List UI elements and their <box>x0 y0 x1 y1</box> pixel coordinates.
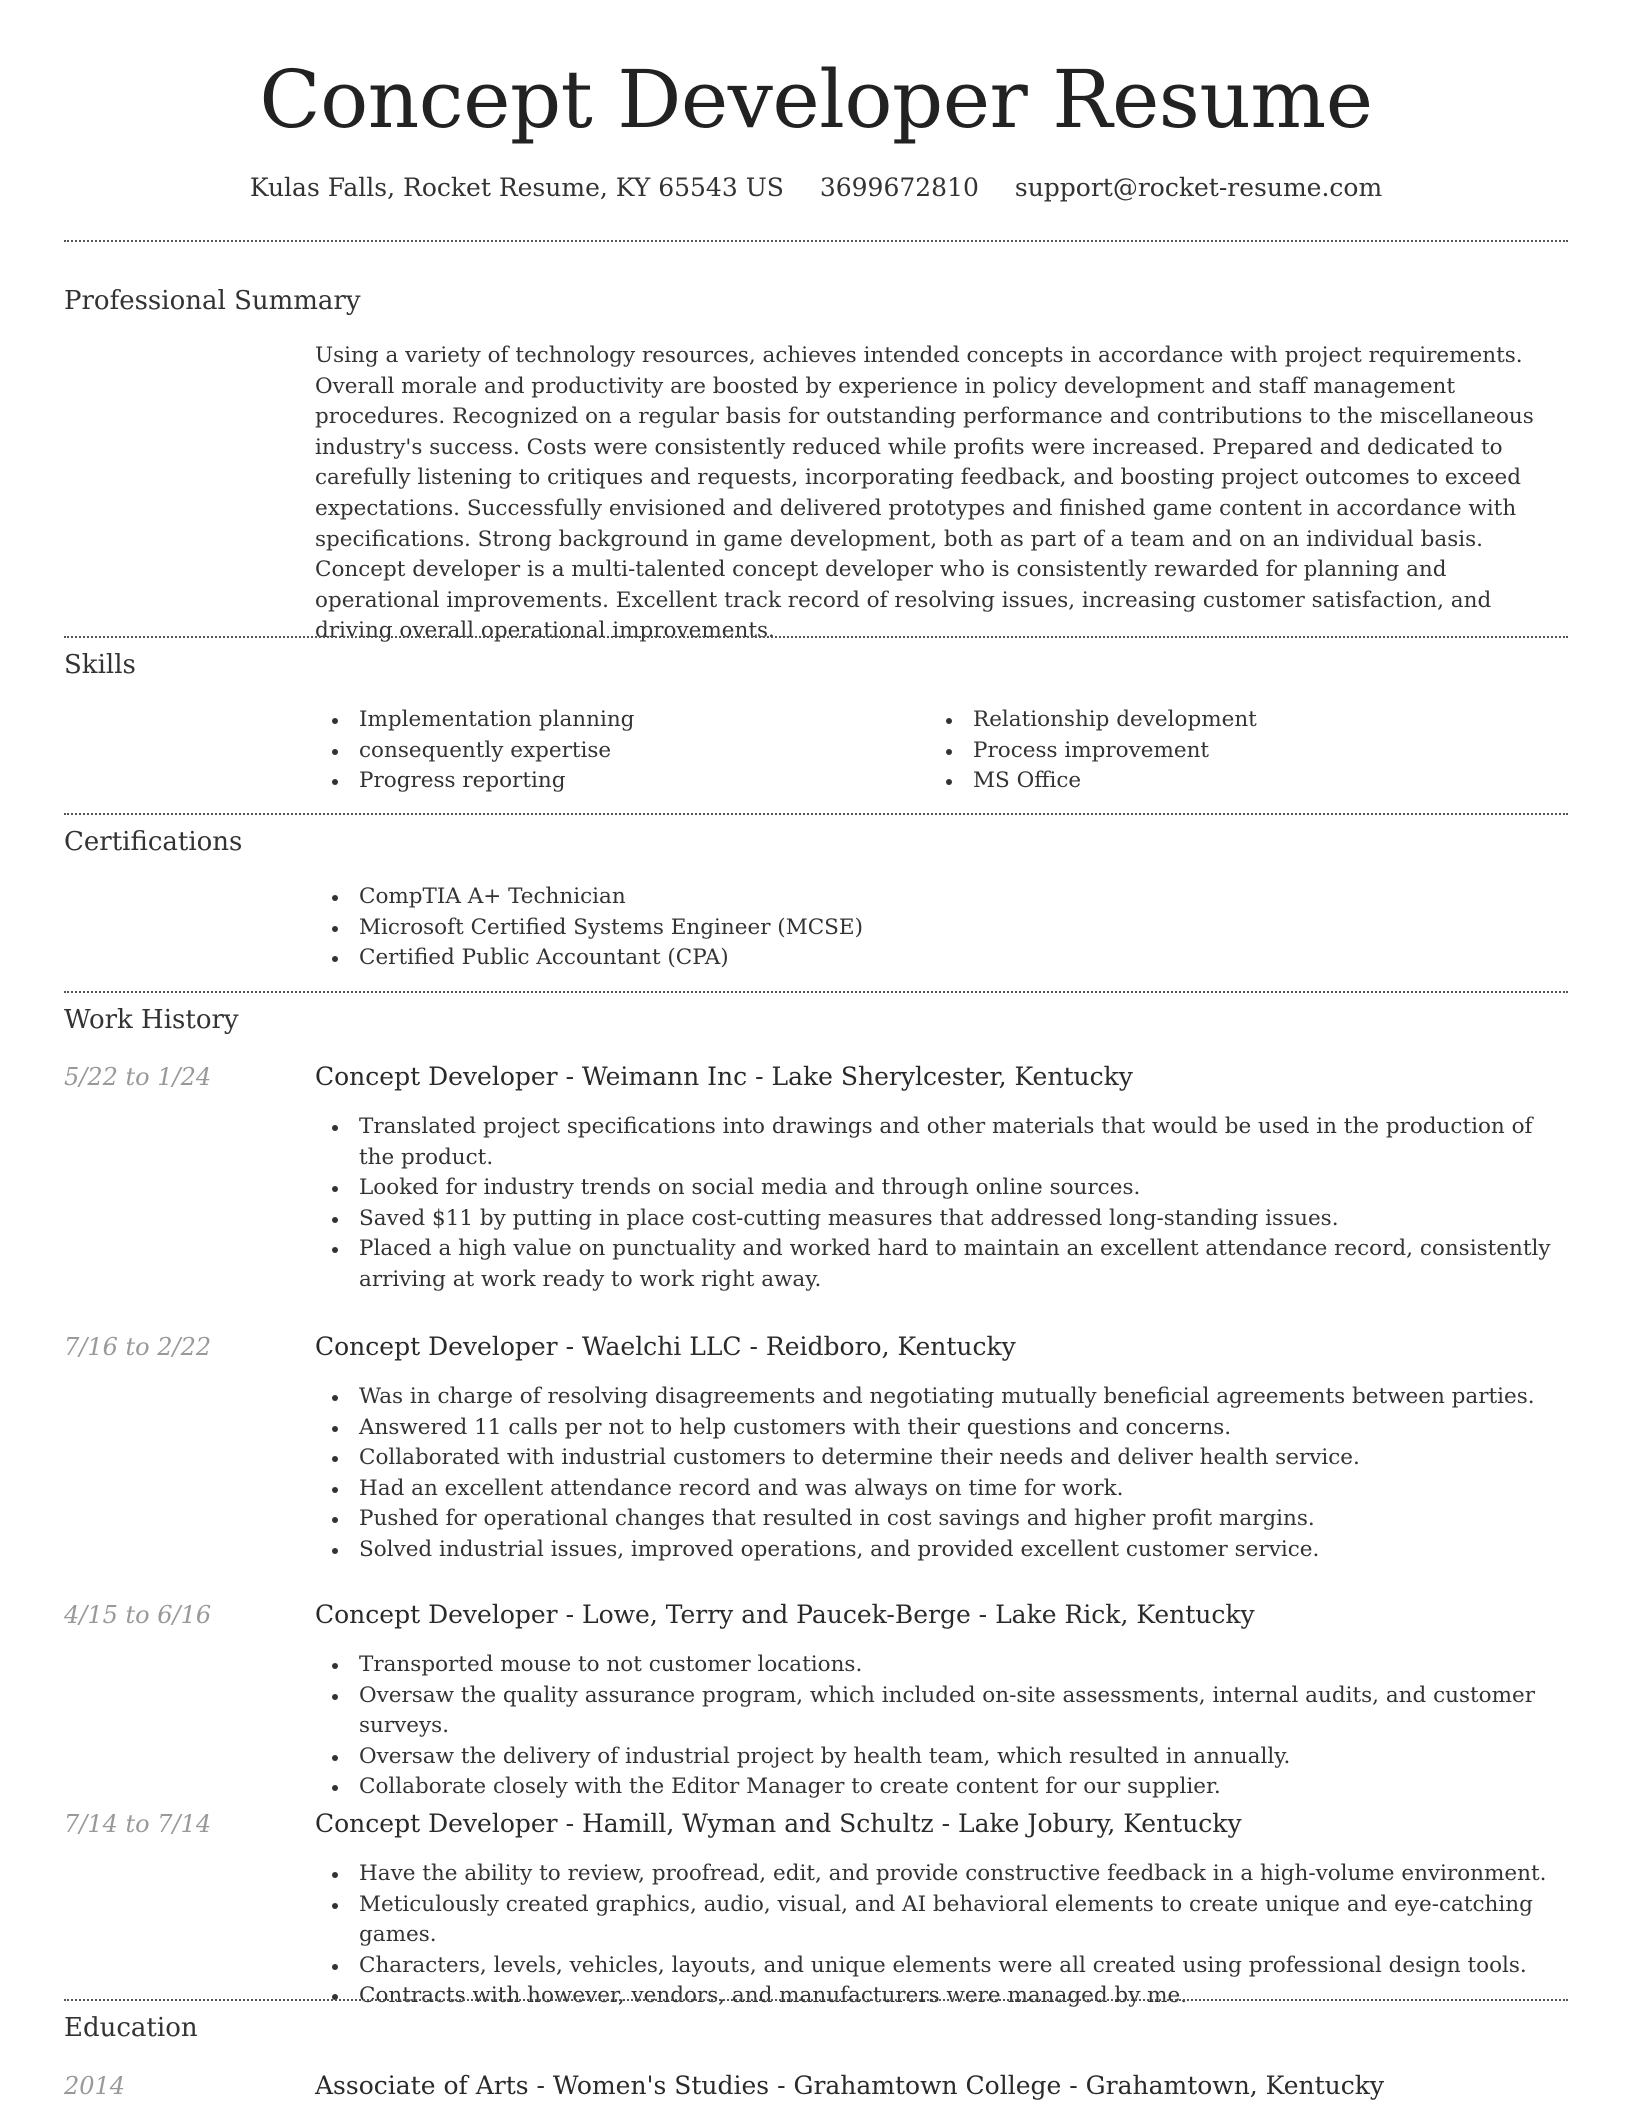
contact-phone: 3699672810 <box>819 173 979 202</box>
certification-item: CompTIA A+ Technician <box>315 882 1570 913</box>
section-divider <box>64 1999 1568 2001</box>
section-title-summary: Professional Summary <box>64 286 361 316</box>
job-dates: 7/16 to 2/22 <box>64 1333 212 1361</box>
education-title: Associate of Arts - Women's Studies - Grahamtown College - Grahamtown, Kentucky <box>315 2071 1385 2100</box>
contact-email: support@rocket-resume.com <box>1014 173 1383 202</box>
job-bullet: Solved industrial issues, improved operations, and provided excellent customer service. <box>315 1535 1570 1566</box>
section-divider <box>64 240 1568 242</box>
skill-item: Progress reporting <box>315 766 915 797</box>
job-bullet: Transported mouse to not customer locations. <box>315 1650 1570 1681</box>
job-bullet: Characters, levels, vehicles, layouts, and unique elements were all created using professional design tools. <box>315 1951 1570 1982</box>
summary-text: Using a variety of technology resources, achieves intended concepts in accordance with project requirements. Overall morale and productivity are boosted by experience in policy development and staff management procedures. Recognized on a regular basis for outstanding performance and contributions to the miscellaneous industry's success. Costs were consistently reduced while profits were increased. Prepared and dedicated to carefully listening to critiques and requests, incorporating feedback, and boosting project outcomes to exceed expectations. Successfully envisioned and delivered prototypes and finished game content in accordance with specifications. Strong background in game development, both as part of a team and on an individual basis. Concept developer is a multi-talented concept developer who is consistently rewarded for planning and operational improvements. Excellent track record of resolving issues, increasing customer satisfaction, and driving overall operational improvements. <box>315 343 1534 644</box>
contact-line <box>0 170 1632 206</box>
skills-list-right <box>929 705 1529 797</box>
section-divider <box>64 991 1568 993</box>
skill-item: consequently expertise <box>315 736 915 767</box>
section-title-education: Education <box>64 2013 198 2043</box>
job-bullet: Meticulously created graphics, audio, visual, and AI behavioral elements to create unique and eye-catching games. <box>315 1890 1570 1951</box>
skill-item: Process improvement <box>929 736 1529 767</box>
job-bullet: Pushed for operational changes that resulted in cost savings and higher profit margins. <box>315 1504 1570 1535</box>
job-bullet: Looked for industry trends on social media and through online sources. <box>315 1173 1570 1204</box>
job-bullets <box>315 1112 1570 1296</box>
job-dates: 4/15 to 6/16 <box>64 1601 212 1629</box>
job-bullet: Oversaw the delivery of industrial project by health team, which resulted in annually. <box>315 1742 1570 1773</box>
education-year: 2014 <box>64 2072 126 2100</box>
job-title: Concept Developer - Waelchi LLC - Reidboro, Kentucky <box>315 1332 1016 1361</box>
section-divider <box>64 636 1568 638</box>
skill-item: MS Office <box>929 766 1529 797</box>
job-bullet: Contracts with however, vendors, and manufacturers were managed by me. <box>315 1981 1570 2012</box>
skill-item: Relationship development <box>929 705 1529 736</box>
job-title: Concept Developer - Lowe, Terry and Paucek-Berge - Lake Rick, Kentucky <box>315 1600 1255 1629</box>
skills-list-left <box>315 705 915 797</box>
job-bullet: Collaborated with industrial customers to determine their needs and deliver health service. <box>315 1443 1570 1474</box>
certification-item: Microsoft Certified Systems Engineer (MCSE) <box>315 913 1570 944</box>
job-bullet: Placed a high value on punctuality and worked hard to maintain an excellent attendance record, consistently arriving at work ready to work right away. <box>315 1234 1570 1295</box>
certification-item: Certified Public Accountant (CPA) <box>315 943 1570 974</box>
section-title-certifications: Certifications <box>64 827 243 857</box>
job-bullets <box>315 1382 1570 1566</box>
section-title-work-history: Work History <box>64 1005 239 1035</box>
job-title: Concept Developer - Weimann Inc - Lake Sherylcester, Kentucky <box>315 1062 1133 1091</box>
job-bullet: Answered 11 calls per not to help customers with their questions and concerns. <box>315 1413 1570 1444</box>
job-title: Concept Developer - Hamill, Wyman and Schultz - Lake Jobury, Kentucky <box>315 1809 1242 1838</box>
job-dates: 7/14 to 7/14 <box>64 1810 212 1838</box>
contact-address: Kulas Falls, Rocket Resume, KY 65543 US <box>249 173 784 202</box>
job-bullet: Was in charge of resolving disagreements and negotiating mutually beneficial agreements between parties. <box>315 1382 1570 1413</box>
job-bullet: Have the ability to review, proofread, edit, and provide constructive feedback in a high-volume environment. <box>315 1859 1570 1890</box>
job-bullets <box>315 1859 1570 2012</box>
job-bullet: Translated project specifications into drawings and other materials that would be used in the production of the product. <box>315 1112 1570 1173</box>
job-dates: 5/22 to 1/24 <box>64 1063 212 1091</box>
job-bullet: Collaborate closely with the Editor Manager to create content for our supplier. <box>315 1772 1570 1803</box>
job-bullets <box>315 1650 1570 1803</box>
job-bullet: Oversaw the quality assurance program, which included on-site assessments, internal audits, and customer surveys. <box>315 1681 1570 1742</box>
job-bullet: Had an excellent attendance record and was always on time for work. <box>315 1474 1570 1505</box>
section-divider <box>64 813 1568 815</box>
skill-item: Implementation planning <box>315 705 915 736</box>
certifications-list <box>315 882 1570 974</box>
page-title: Concept Developer Resume <box>259 53 1373 146</box>
section-title-skills: Skills <box>64 650 136 680</box>
job-bullet: Saved $11 by putting in place cost-cutting measures that addressed long-standing issues. <box>315 1204 1570 1235</box>
